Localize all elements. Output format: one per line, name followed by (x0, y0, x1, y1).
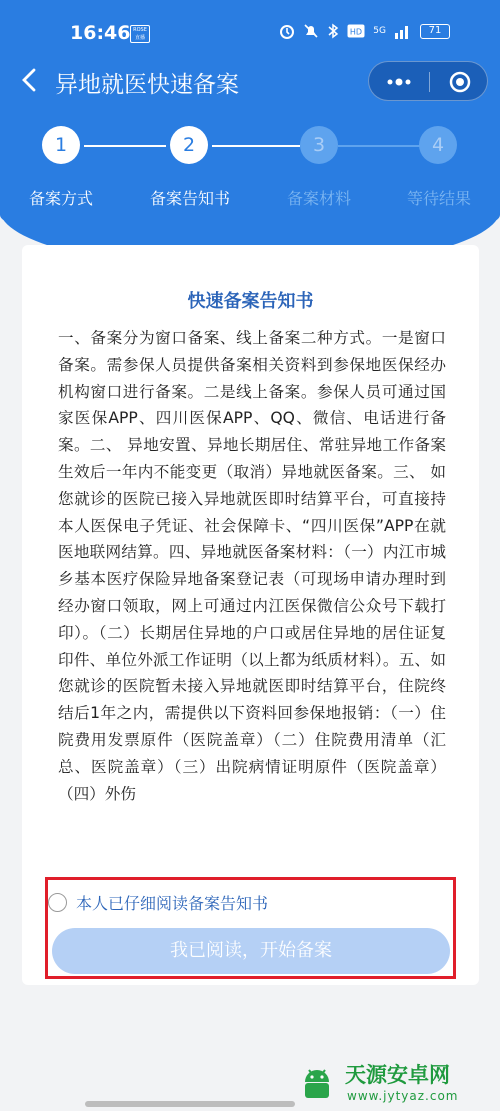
notice-card (22, 245, 479, 985)
step-1-circle: 1 (42, 126, 80, 164)
step-3-label: 备案材料 (286, 189, 351, 208)
status-time: 16:46 (70, 22, 131, 44)
step-4-circle: 4 (419, 126, 457, 164)
status-bar (0, 0, 500, 60)
page-title: 异地就医快速备案 (55, 72, 239, 98)
progress-steps (0, 126, 500, 216)
site-watermark (295, 1058, 495, 1108)
step-2-label: 备案告知书 (149, 189, 230, 208)
agree-label[interactable]: 本人已仔细阅读备案告知书 (76, 893, 269, 913)
capsule-divider (429, 72, 430, 92)
radio-unchecked-icon[interactable] (48, 893, 67, 912)
watermark-name: 天源安卓网 (345, 1063, 450, 1087)
nav-bar (0, 56, 500, 106)
close-mini-program-icon[interactable] (449, 71, 471, 93)
alarm-icon (279, 23, 295, 39)
start-filing-button[interactable]: 我已阅读，开始备案 (52, 928, 450, 974)
watermark-url: www.jytyaz.com (347, 1089, 459, 1103)
hd-icon (347, 24, 365, 38)
android-logo-icon (295, 1060, 339, 1104)
step-2-circle: 2 (170, 126, 208, 164)
home-indicator (85, 1101, 295, 1107)
notice-text[interactable]: 一、备案分为窗口备案、线上备案二种方式。一是窗口备案。需参保人员提供备案相关资料到参保地医保经办机构窗口进行备案。二是线上备案。参保人员可通过国家医保APP、四川医保APP、QQ、微信、电话进行备案。二、 异地安置、异地长期居住、常驻异地工作备案生效后一年内不能变更（取消）异地就医备案。三、 如您就诊的医院已接入异地就医即时结算平台，可直接持本人医保电子凭证、社会保障卡、“四川医保”APP在就医地联网结算。四、异地就医备案材料：（一）内江市城乡基本医疗保险异地备案登记表（可现场申请办理时到经办窗口领取，网上可通过内江医保微信公众号下载打印）。（二）长期居住异地的户口或居住异地的居住证复印件、单位外派工作证明（以上都为纸质材料）。五、如您就诊的医院暂未接入异地就医即时结算平台，住院终结后1年之内，需提供以下资料回参保地报销：（一）住院费用发票原件（医院盖章）（二）住院费用清单（汇总、医院盖章）（三）出院病情证明原件（医院盖章）（四）外伤 (58, 329, 446, 803)
mini-program-capsule (368, 61, 488, 101)
step-connector-1 (84, 145, 166, 147)
bluetooth-icon (327, 23, 339, 39)
step-4-label: 等待结果 (406, 189, 471, 208)
notice-title: 快速备案告知书 (187, 291, 314, 312)
signal-icon (394, 23, 412, 39)
step-connector-2 (212, 145, 300, 147)
back-arrow-icon[interactable] (14, 64, 44, 96)
step-3-circle: 3 (300, 126, 338, 164)
status-icons (279, 23, 450, 39)
step-connector-3 (338, 145, 420, 147)
svg-text:HD: HD (350, 27, 363, 37)
agree-checkbox-row[interactable] (48, 887, 268, 917)
more-options-icon[interactable] (385, 74, 413, 90)
status-app-badge: ROSE 直播 (130, 25, 150, 43)
battery-indicator: 71 (420, 24, 450, 39)
mute-bell-icon (303, 23, 319, 39)
network-label: 5G (373, 26, 386, 36)
step-1-label: 备案方式 (28, 189, 93, 208)
